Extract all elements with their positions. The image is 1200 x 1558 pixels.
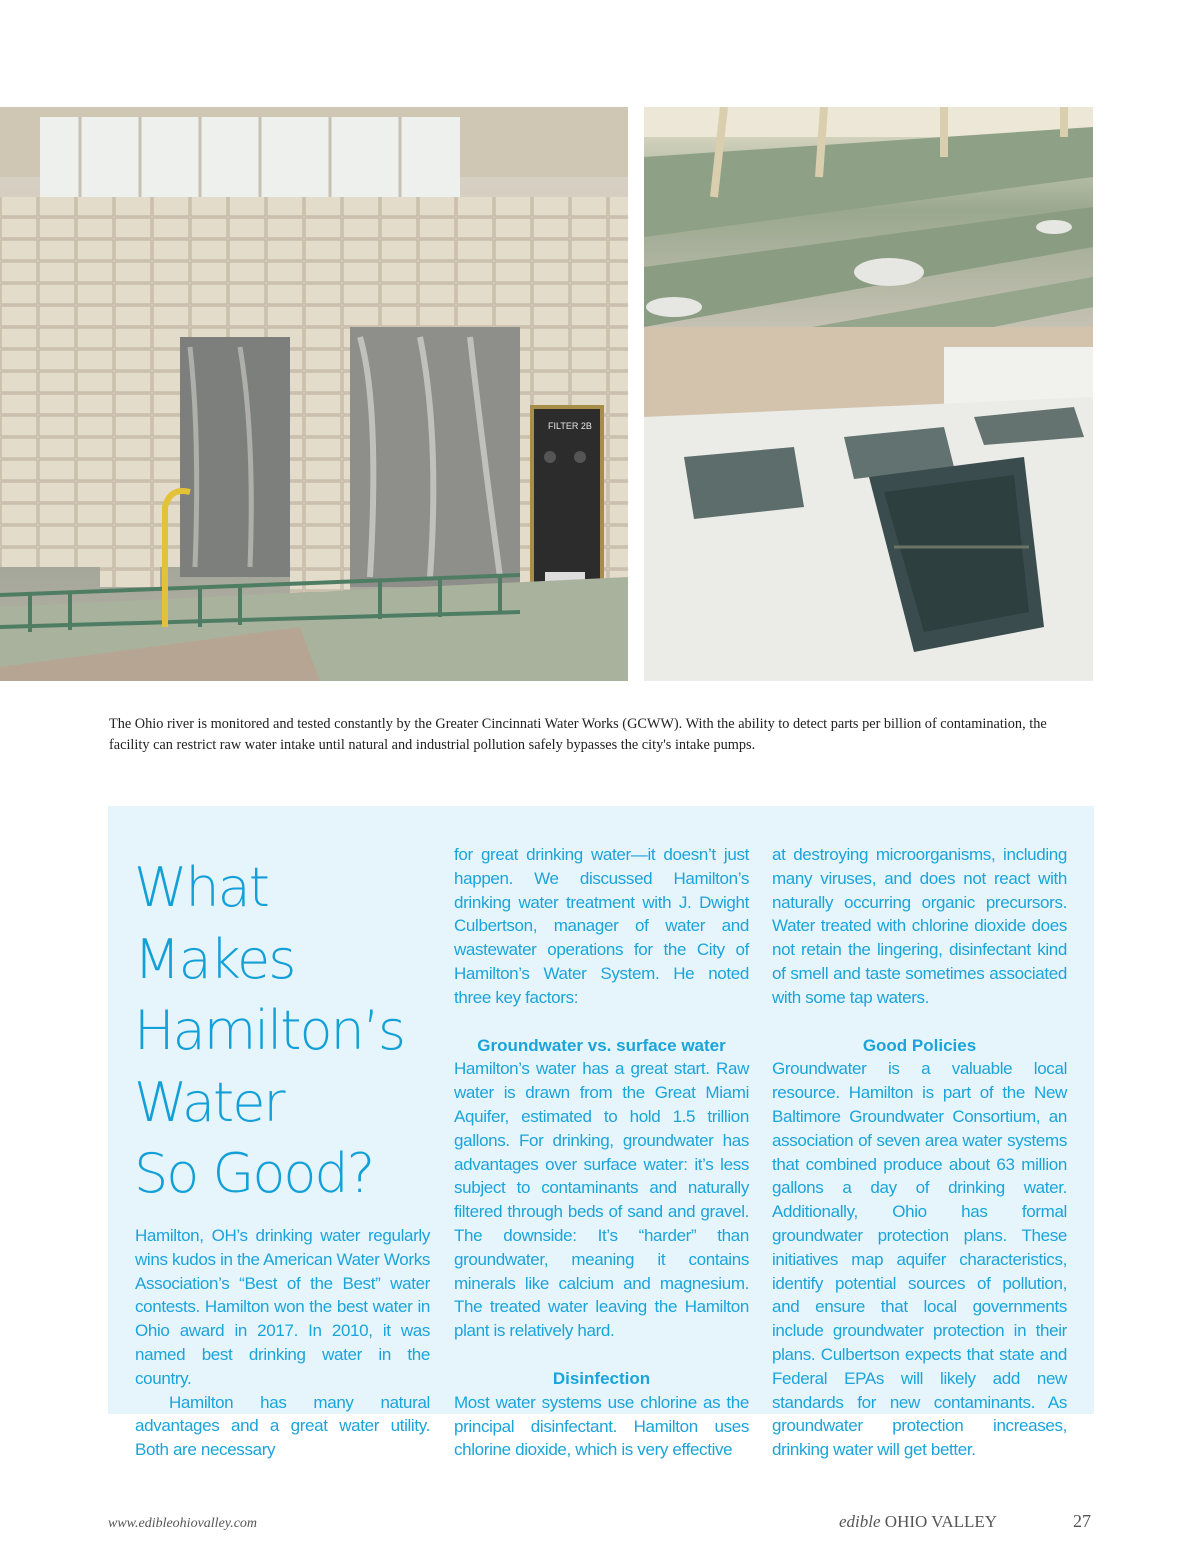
brand-region: OHIO VALLEY <box>884 1512 998 1531</box>
headline-line: Makes <box>134 927 295 991</box>
subheading-disinfection: Disinfection <box>552 1368 651 1388</box>
page-number: 27 <box>1073 1511 1091 1531</box>
paragraph: Groundwater is a valuable local resource. Hamilton is part of the New Baltimore Groundwater Consortium, an association of seven area water systems that combined produce about 63 million gallons a day of drinking water. Additionally, Ohio has formal groundwater protection plans. These initiatives map aquifer characteristics, identify potential sources of pollution, and ensure that local governments include groundwater protection in their plans. Culbertson expects that state and Federal EPAs will likely add new standards for new contaminants. As groundwater protection increases, drinking water will get better. <box>772 1059 1067 1460</box>
brand-edible: edible <box>839 1512 881 1531</box>
photo-filter-basins <box>644 107 1093 681</box>
headline-line: Hamilton’s <box>134 999 405 1062</box>
article-column-3 <box>772 843 1067 1462</box>
footer-website: www.edibleohiovalley.com <box>108 1516 258 1531</box>
filter-gallery-illustration <box>0 107 628 681</box>
headline-line: What <box>134 856 268 919</box>
paragraph: Hamilton has many natural advantages and a great water utility. Both are necessary <box>135 1392 430 1460</box>
headline-line: So Good? <box>134 1142 374 1205</box>
subheading-good-policies: Good Policies <box>862 1035 977 1055</box>
photo-filter-gallery <box>0 107 628 681</box>
article-headline <box>134 852 434 1210</box>
footer-publication <box>839 1512 997 1532</box>
paragraph: for great drinking water—it doesn’t just happen. We discussed Hamilton’s drinking water treatment with J. Dwight Culbertson, manager of water and wastewater operations for the City of Hamilton’s Water System. He noted three key factors: <box>454 845 749 1007</box>
photo-caption: The Ohio river is monitored and tested constantly by the Greater Cincinnati Water Works (GCWW). With the ability to detect parts per billion of contamination, the facility can restrict raw water intake until natural and industrial pollution safely bypasses the city's intake pumps. <box>109 716 1047 753</box>
paragraph: Most water systems use chlorine as the principal disinfectant. Hamilton uses chlorine dioxide, which is very effective <box>454 1392 749 1460</box>
paragraph: Hamilton, OH’s drinking water regularly wins kudos in the American Water Works Association’s “Best of the Best” water contests. Hamilton won the best water in Ohio award in 2017. In 2010, it was named best drinking water in the country. <box>135 1226 430 1388</box>
paragraph: at destroying microorganisms, including many viruses, and does not react with naturally occurring organic precursors. Water treated with chlorine dioxide does not retain the lingering, disinfectant kind of smell and taste sometimes associated with some tap waters. <box>772 845 1067 1007</box>
article-column-1 <box>135 1224 430 1462</box>
article-column-2 <box>454 843 749 1462</box>
paragraph: Hamilton’s water has a great start. Raw water is drawn from the Great Miami Aquifer, estimated to hold 1.5 trillion gallons. For drinking, groundwater has advantages over surface water: it’s less subject to contaminants and naturally filtered through beds of sand and gravel. The downside: It’s “harder” than groundwater, meaning it contains minerals like calcium and magnesium. The treated water leaving the Hamilton plant is relatively hard. <box>454 1059 749 1341</box>
headline-line: Water <box>134 1070 284 1134</box>
filter-basins-illustration <box>644 107 1093 681</box>
subheading-groundwater: Groundwater vs. surface water <box>477 1035 726 1055</box>
filter-sign: FILTER 2B <box>548 421 592 431</box>
